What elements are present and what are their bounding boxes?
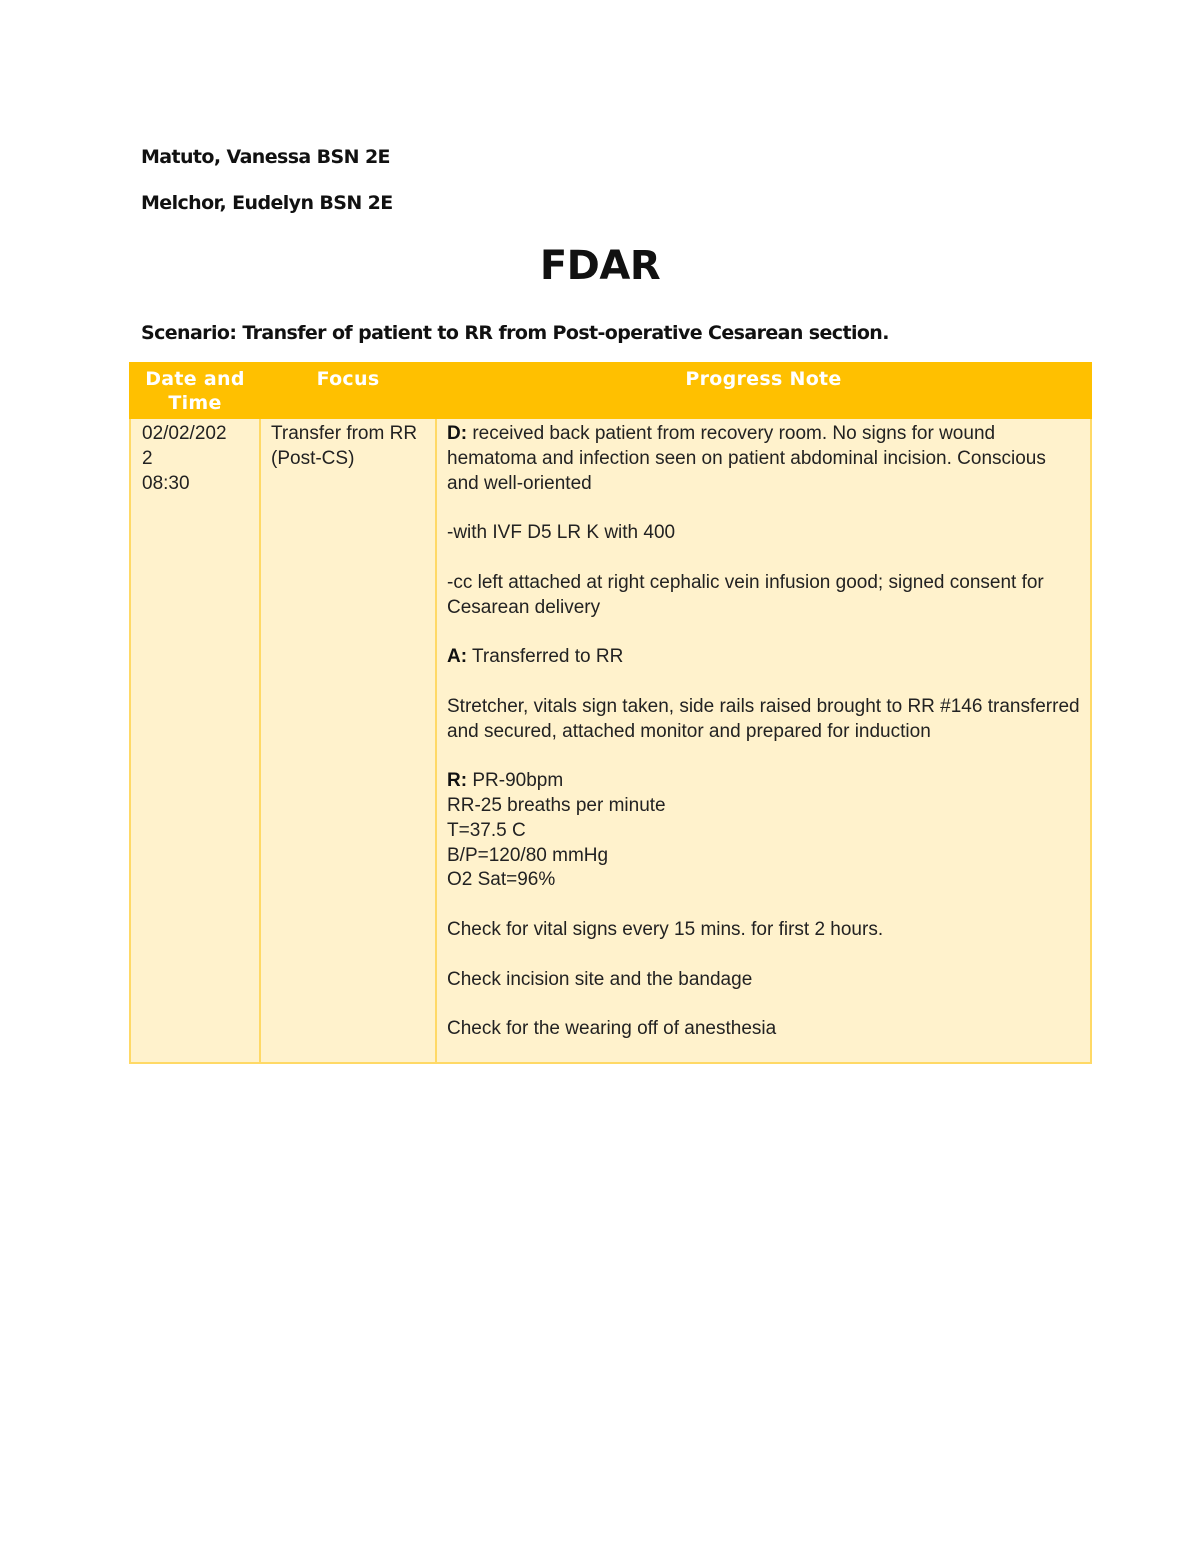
- check-line: Check for vital signs every 15 mins. for first 2 hours.: [447, 918, 884, 940]
- fdar-table: [129, 362, 1092, 1064]
- table-row: [130, 418, 1091, 1063]
- response-first: PR-90bpm: [467, 770, 564, 792]
- response-section: [447, 769, 1080, 794]
- header-progress-note: Progress Note: [436, 363, 1091, 418]
- date-time-cell: [130, 418, 260, 1063]
- check-line: Check incision site and the bandage: [447, 968, 753, 990]
- action-section: [447, 645, 1080, 670]
- table-header-row: [130, 363, 1091, 418]
- action-label: A:: [447, 646, 468, 668]
- action-text: Transferred to RR: [467, 646, 624, 668]
- author-name-1: Matuto, Vanessa BSN 2E: [141, 146, 390, 168]
- response-line: T=37.5 C: [447, 819, 526, 841]
- data-section: [447, 422, 1080, 496]
- header-focus: Focus: [260, 363, 436, 418]
- data-text: received back patient from recovery room. No signs for wound hematoma and infection seen on patient abdominal incision. Conscious and well-oriented: [447, 423, 1052, 494]
- author-name-2: Melchor, Eudelyn BSN 2E: [141, 192, 393, 214]
- date-line: 02/02/202: [142, 423, 227, 444]
- data-cc: -cc left attached at right cephalic vein infusion good; signed consent for Cesarean delivery: [447, 571, 1050, 618]
- response-label: R:: [447, 770, 468, 792]
- response-line: B/P=120/80 mmHg: [447, 844, 609, 866]
- progress-note-cell: [436, 418, 1091, 1063]
- data-ivf: -with IVF D5 LR K with 400: [447, 522, 676, 544]
- response-line: RR-25 breaths per minute: [447, 794, 666, 816]
- time-line: 08:30: [142, 472, 190, 494]
- header-date-time: Date and Time: [130, 363, 260, 418]
- check-line: Check for the wearing off of anesthesia: [447, 1018, 777, 1040]
- scenario-text: Scenario: Transfer of patient to RR from Post-operative Cesarean section.: [141, 322, 889, 344]
- response-line: O2 Sat=96%: [447, 869, 556, 891]
- focus-cell: Transfer from RR (Post-CS): [260, 418, 436, 1063]
- action-detail: Stretcher, vitals sign taken, side rails raised brought to RR #146 transferred and secured, attached monitor and prepared for induction: [447, 695, 1085, 742]
- document-title: FDAR: [539, 243, 661, 289]
- data-label: D:: [447, 423, 468, 444]
- date-line: 2: [142, 447, 153, 469]
